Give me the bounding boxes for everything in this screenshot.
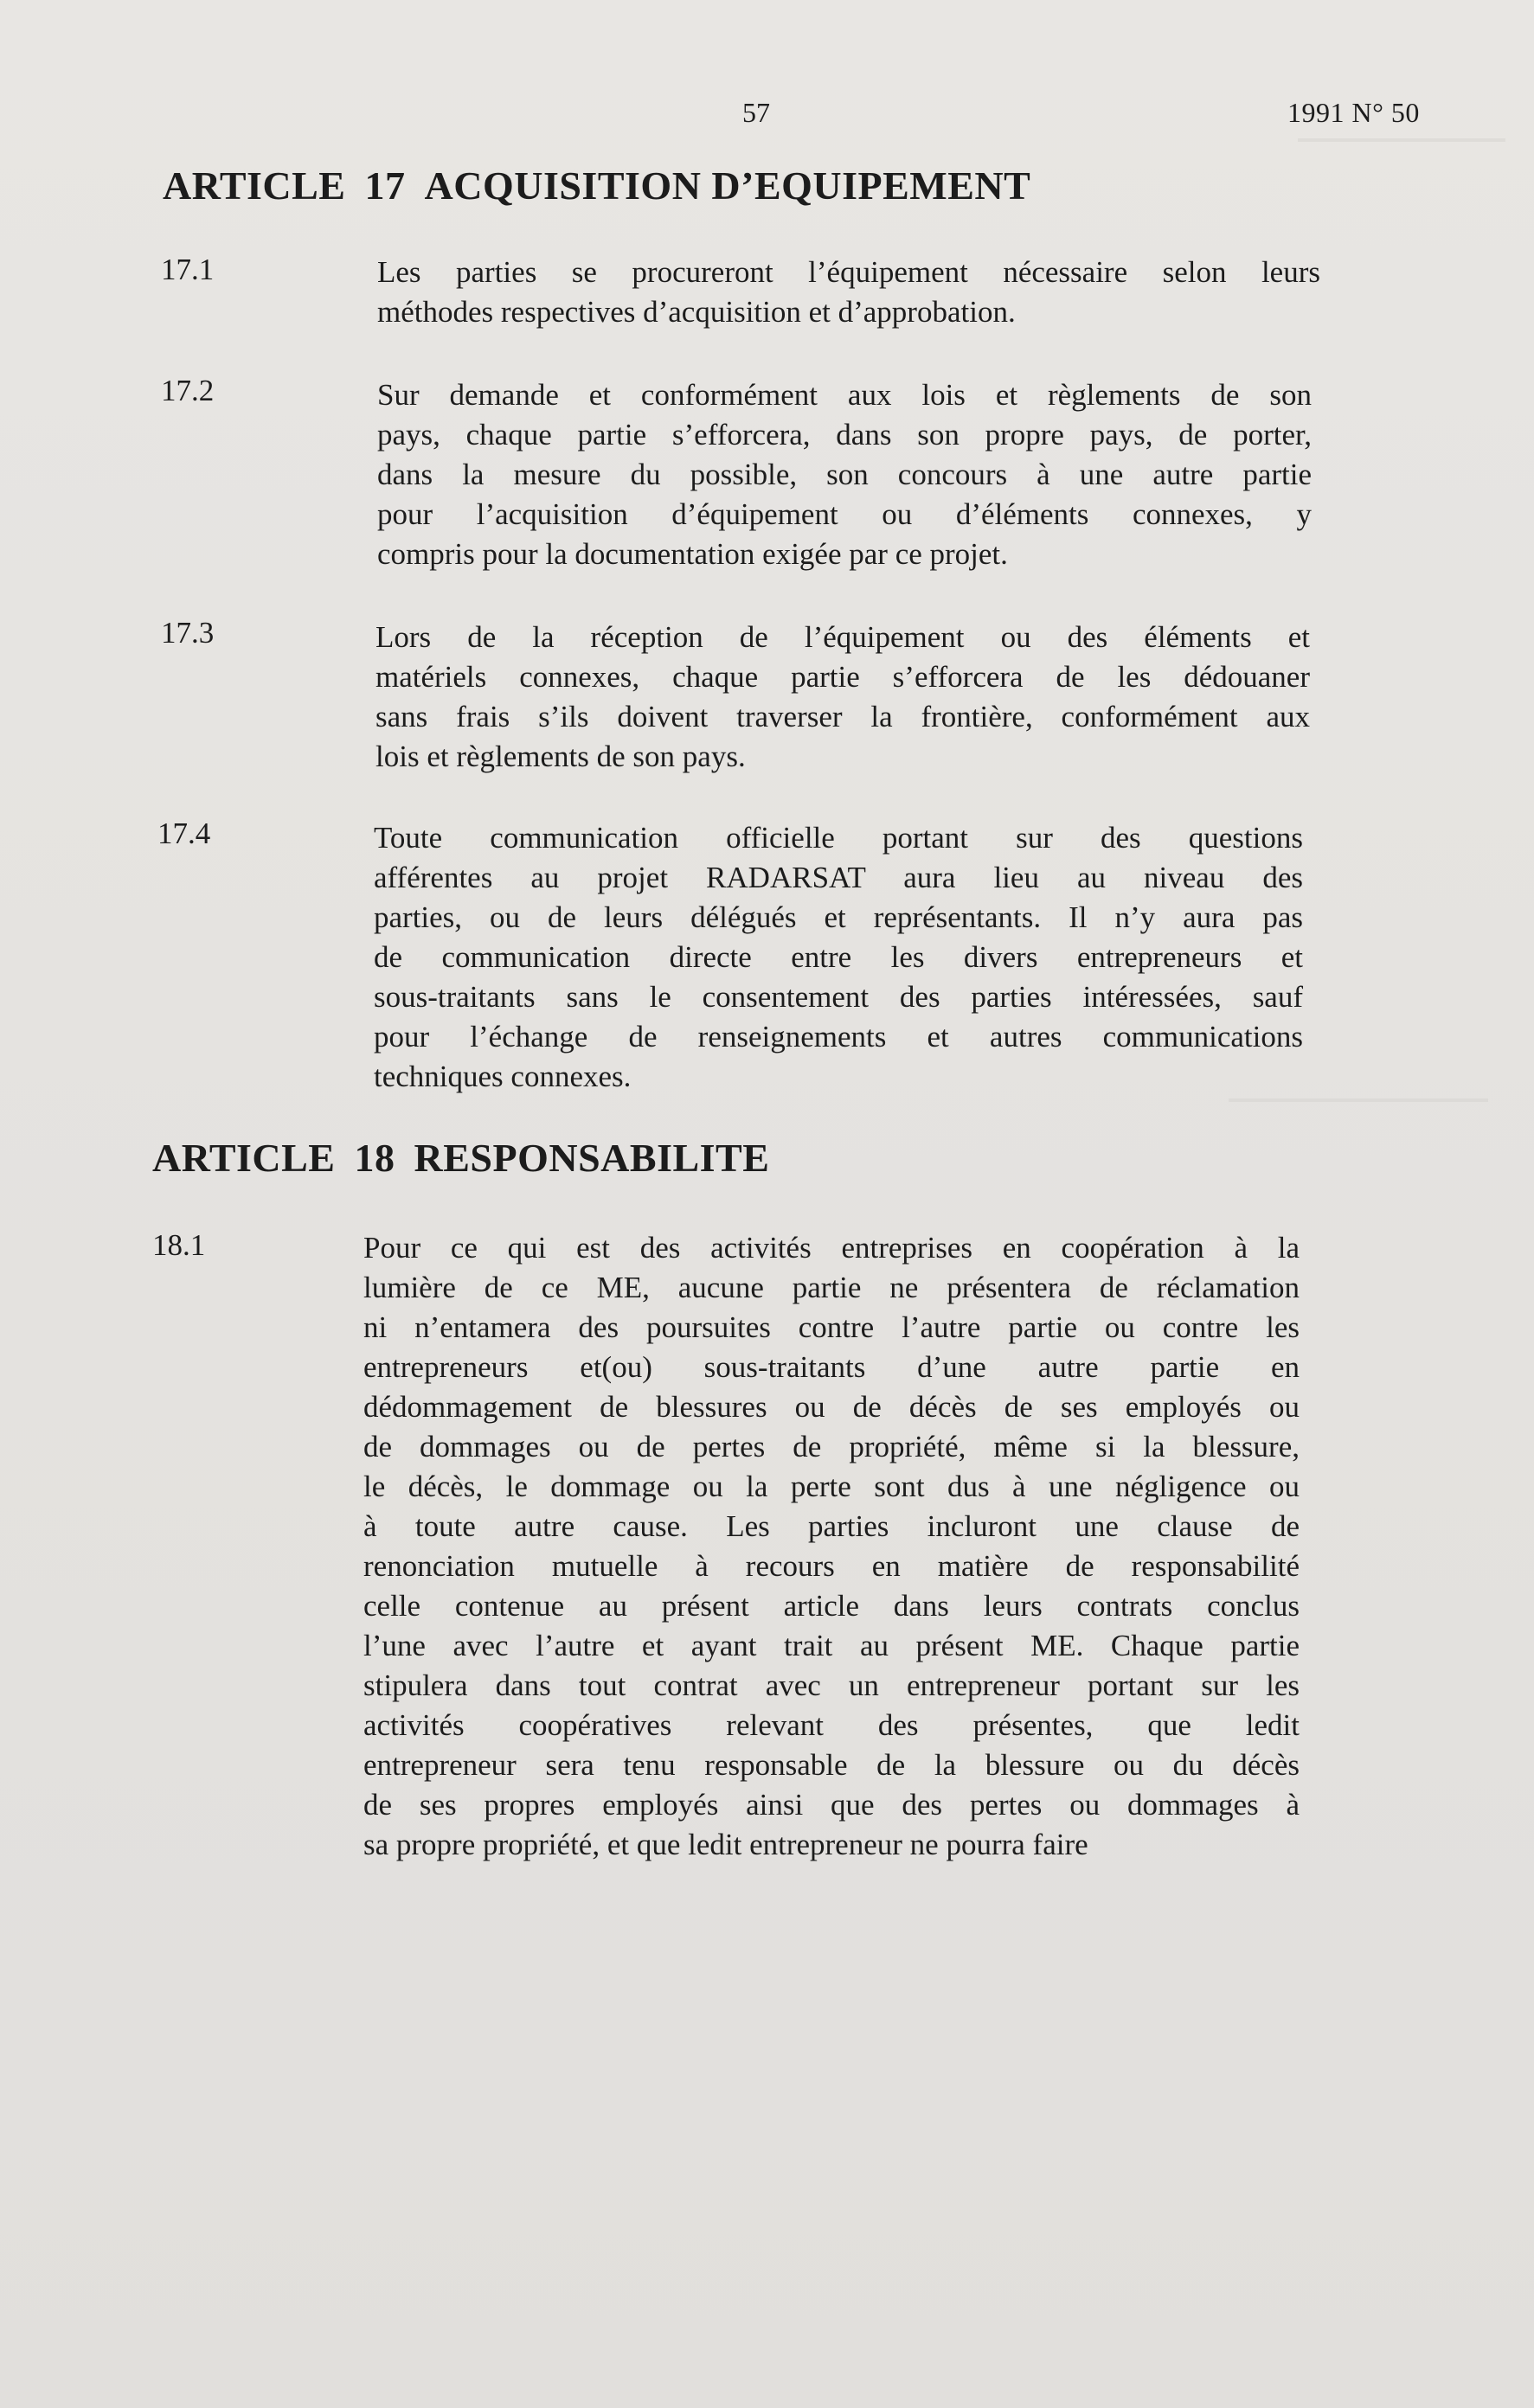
issue-reference: 1991 N° 50 bbox=[1287, 97, 1420, 128]
page-number: 57 bbox=[742, 97, 770, 128]
article-title: RESPONSABILITE bbox=[414, 1136, 770, 1180]
show-through-texture bbox=[1298, 138, 1505, 142]
article-number: 18 bbox=[354, 1136, 395, 1180]
paragraph-line: pour l’acquisition d’équipement ou d’éléments connexes, y bbox=[377, 497, 1312, 531]
paragraph-line: méthodes respectives d’acquisition et d’approbation. bbox=[377, 295, 1016, 329]
paragraph-line: Sur demande et conformément aux lois et règlements de son bbox=[377, 378, 1312, 412]
paragraph-line: Lors de la réception de l’équipement ou des éléments et bbox=[375, 620, 1310, 654]
paragraph-line: le décès, le dommage ou la perte sont dus à une négligence ou bbox=[363, 1470, 1300, 1503]
section-paragraph bbox=[377, 375, 1312, 574]
paragraph-line: lumière de ce ME, aucune partie ne présentera de réclamation bbox=[363, 1271, 1300, 1304]
section-number: 17.3 bbox=[161, 616, 215, 650]
paragraph-line: de dommages ou de pertes de propriété, même si la blessure, bbox=[363, 1430, 1300, 1463]
paragraph-line: de communication directe entre les divers entrepreneurs et bbox=[374, 940, 1303, 974]
paragraph-line: pour l’échange de renseignements et autres communications bbox=[374, 1020, 1303, 1054]
paragraph-line: sans frais s’ils doivent traverser la frontière, conformément aux bbox=[375, 700, 1310, 733]
section-number: 18.1 bbox=[152, 1228, 206, 1262]
paragraph-line: lois et règlements de son pays. bbox=[375, 740, 746, 773]
paragraph-line: renonciation mutuelle à recours en matière de responsabilité bbox=[363, 1549, 1300, 1583]
paragraph-line: compris pour la documentation exigée par ce projet. bbox=[377, 537, 1008, 571]
paragraph-line: pays, chaque partie s’efforcera, dans son propre pays, de porter, bbox=[377, 418, 1312, 452]
paragraph-line: techniques connexes. bbox=[374, 1060, 632, 1093]
paragraph-line: à toute autre cause. Les parties incluront une clause de bbox=[363, 1509, 1300, 1543]
paragraph-line: Pour ce qui est des activités entreprises en coopération à la bbox=[363, 1231, 1300, 1265]
paragraph-line: Toute communication officielle portant sur des questions bbox=[374, 821, 1303, 855]
article-title: ACQUISITION D’EQUIPEMENT bbox=[424, 163, 1031, 208]
paragraph-line: afférentes au projet RADARSAT aura lieu au niveau des bbox=[374, 861, 1303, 894]
paragraph-line: l’une avec l’autre et ayant trait au présent ME. Chaque partie bbox=[363, 1629, 1300, 1662]
paragraph-line: ni n’entamera des poursuites contre l’autre partie ou contre les bbox=[363, 1310, 1300, 1344]
paragraph-line: celle contenue au présent article dans leurs contrats conclus bbox=[363, 1589, 1300, 1623]
article-number: 17 bbox=[364, 163, 406, 208]
section-paragraph bbox=[375, 618, 1310, 777]
paragraph-line: de ses propres employés ainsi que des pertes ou dommages à bbox=[363, 1788, 1300, 1822]
paragraph-line: dédommagement de blessures ou de décès de ses employés ou bbox=[363, 1390, 1300, 1424]
paragraph-line: sa propre propriété, et que ledit entrepreneur ne pourra faire bbox=[363, 1828, 1088, 1861]
paragraph-line: stipulera dans tout contrat avec un entrepreneur portant sur les bbox=[363, 1668, 1300, 1702]
section-number: 17.4 bbox=[157, 817, 211, 850]
paragraph-line: dans la mesure du possible, son concours à une autre partie bbox=[377, 458, 1312, 491]
article-18-heading bbox=[152, 1135, 769, 1181]
section-paragraph bbox=[377, 253, 1320, 332]
section-number: 17.2 bbox=[161, 374, 215, 407]
section-paragraph bbox=[363, 1228, 1300, 1865]
article-label: ARTICLE bbox=[163, 163, 346, 208]
article-label: ARTICLE bbox=[152, 1136, 336, 1180]
paragraph-line: matériels connexes, chaque partie s’efforcera de les dédouaner bbox=[375, 660, 1310, 694]
paragraph-line: sous-traitants sans le consentement des parties intéressées, sauf bbox=[374, 980, 1303, 1014]
paragraph-line: Les parties se procureront l’équipement nécessaire selon leurs bbox=[377, 255, 1320, 289]
paragraph-line: activités coopératives relevant des présentes, que ledit bbox=[363, 1708, 1300, 1742]
paragraph-line: entrepreneur sera tenu responsable de la blessure ou du décès bbox=[363, 1748, 1300, 1782]
section-paragraph bbox=[374, 818, 1303, 1097]
article-17-heading bbox=[163, 163, 1030, 208]
paragraph-line: entrepreneurs et(ou) sous-traitants d’une autre partie en bbox=[363, 1350, 1300, 1384]
paragraph-line: parties, ou de leurs délégués et représentants. Il n’y aura pas bbox=[374, 900, 1303, 934]
section-number: 17.1 bbox=[161, 253, 215, 286]
show-through-texture bbox=[1229, 1098, 1488, 1102]
